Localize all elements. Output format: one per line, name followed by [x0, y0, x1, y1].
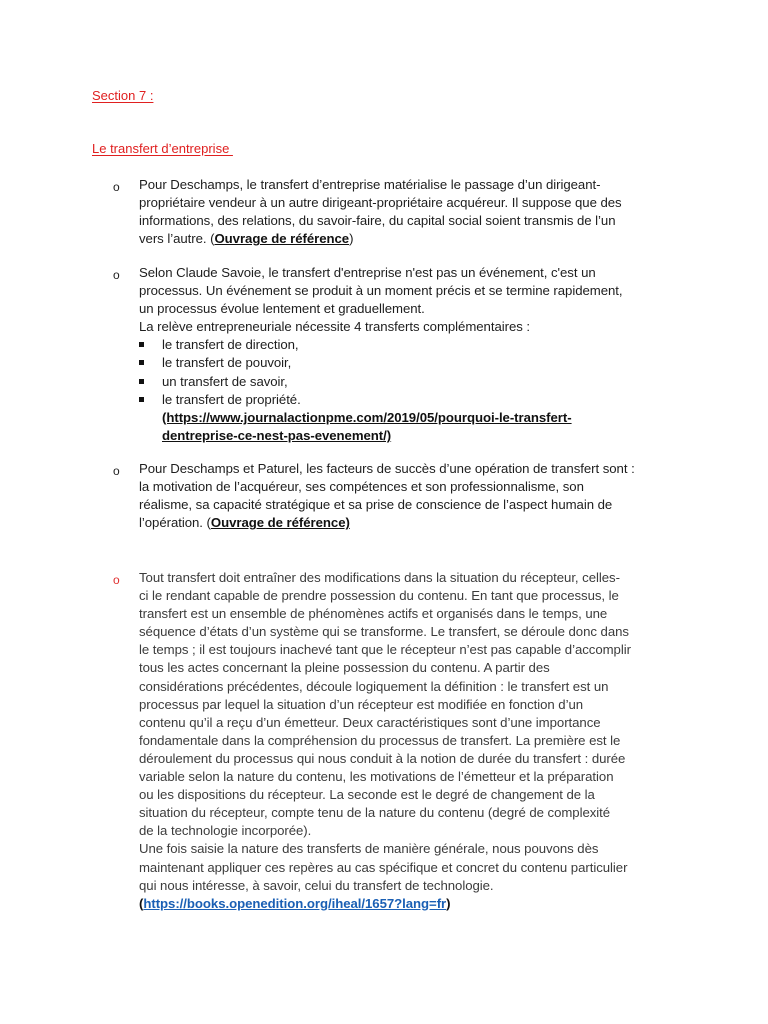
- text-line: maintenant appliquer ces repères au cas spécifique et concret du contenu particulier: [139, 859, 628, 875]
- text-line: le temps ; il est toujours inachevé tant que le récepteur n’est pas capable d’accomplir: [139, 642, 631, 658]
- text-line: processus par lequel la situation d’un récepteur est modifiée en fonction d’un: [139, 696, 584, 712]
- text-line: contenu qu’il a reçu d’un émetteur. Deux caractéristiques sont d’une importance: [139, 714, 601, 730]
- text-line: propriétaire vendeur à un autre dirigeant-propriétaire acquéreur. Il suppose que des: [139, 195, 622, 211]
- text-line: ou les dispositions du récepteur. La seconde est le degré de changement de la: [139, 787, 595, 803]
- list-item: le transfert de pouvoir,: [139, 354, 699, 372]
- bullet-3: [139, 460, 699, 532]
- text-line: réalisme, sa capacité stratégique et sa prise de conscience de l’aspect humain de: [139, 497, 613, 513]
- text-line: séquence d’états d’un système qui se transforme. Le transfert, se déroule donc dans: [139, 624, 629, 640]
- bullet-marker: o: [113, 573, 120, 587]
- source-link[interactable]: (https://www.journalactionpme.com/2019/05/pourquoi-le-transfert-: [162, 409, 572, 425]
- bullet-4: [139, 569, 699, 913]
- text-line: variable selon la nature du contenu, les motivations de l’émetteur et la préparation: [139, 769, 614, 785]
- square-bullet-icon: [139, 360, 144, 365]
- text-line: de la technologie incorporée).: [139, 823, 312, 839]
- text-line: transfert est un ensemble de phénomènes actifs et organisés dans le temps, une: [139, 606, 608, 622]
- text-line: [139, 427, 699, 445]
- text-line: considérations précédentes, découle logiquement la définition : le transfert est un: [139, 678, 609, 694]
- text-line: Une fois saisie la nature des transferts de manière générale, nous pouvons dès: [139, 841, 599, 857]
- bullet-2: [139, 264, 699, 445]
- text-line: la motivation de l’acquéreur, ses compétences et son professionnalisme, son: [139, 479, 584, 495]
- text-line: vers l’autre. (Ouvrage de référence): [139, 231, 354, 247]
- text-line: La relève entrepreneuriale nécessite 4 transferts complémentaires :: [139, 319, 531, 335]
- text-line: un processus évolue lentement et graduellement.: [139, 301, 425, 317]
- bullet-1: [139, 176, 699, 248]
- reference-label: Ouvrage de référence: [214, 231, 350, 247]
- text-line: Selon Claude Savoie, le transfert d'entreprise n'est pas un événement, c'est un: [139, 265, 596, 280]
- text-line: [139, 409, 699, 427]
- source-link[interactable]: dentreprise-ce-nest-pas-evenement/): [162, 427, 392, 443]
- bullet-marker: o: [113, 268, 120, 282]
- text-line: tous les actes concernant la pleine possession du contenu. A partir des: [139, 660, 550, 676]
- bullet-marker: o: [113, 180, 120, 194]
- list-item: le transfert de direction,: [139, 336, 699, 354]
- text-line: qui nous intéresse, à savoir, celui du transfert de technologie.: [139, 877, 494, 893]
- text-line: situation du récepteur, compte tenu de la nature du contenu (degré de complexité: [139, 805, 611, 821]
- subtitle: Le transfert d’entreprise: [92, 141, 233, 156]
- reference-label: Ouvrage de référence): [210, 515, 350, 531]
- list-item: le transfert de propriété.: [139, 391, 699, 409]
- list-item: un transfert de savoir,: [139, 373, 699, 391]
- text-line: fondamentale dans la compréhension du processus de transfert. La première est le: [139, 732, 621, 748]
- section-title: Section 7 :: [92, 88, 154, 103]
- square-bullet-icon: [139, 397, 144, 402]
- text-line: informations, des relations, du savoir-faire, du capital social soient transmis de l’un: [139, 213, 616, 229]
- text-line: Pour Deschamps, le transfert d’entreprise matérialise le passage d’un dirigeant-: [139, 177, 601, 192]
- square-bullet-icon: [139, 379, 144, 384]
- text-line: (https://books.openedition.org/iheal/1657?lang=fr): [139, 895, 451, 911]
- text-line: l’opération. (Ouvrage de référence): [139, 515, 350, 531]
- text-line: processus. Un événement se produit à un moment précis et se termine rapidement,: [139, 283, 623, 299]
- source-link[interactable]: https://books.openedition.org/iheal/1657?lang=fr: [143, 895, 447, 911]
- bullet-marker: o: [113, 464, 120, 478]
- square-bullet-icon: [139, 342, 144, 347]
- text-line: ci le rendant capable de prendre possession du contenu. En tant que processus, le: [139, 588, 619, 604]
- text-line: déroulement du processus qui nous conduit à la notion de durée du transfert : durée: [139, 750, 626, 766]
- text-line: Tout transfert doit entraîner des modifications dans la situation du récepteur, celles-: [139, 570, 620, 585]
- text-line: Pour Deschamps et Paturel, les facteurs de succès d’une opération de transfert sont :: [139, 461, 635, 476]
